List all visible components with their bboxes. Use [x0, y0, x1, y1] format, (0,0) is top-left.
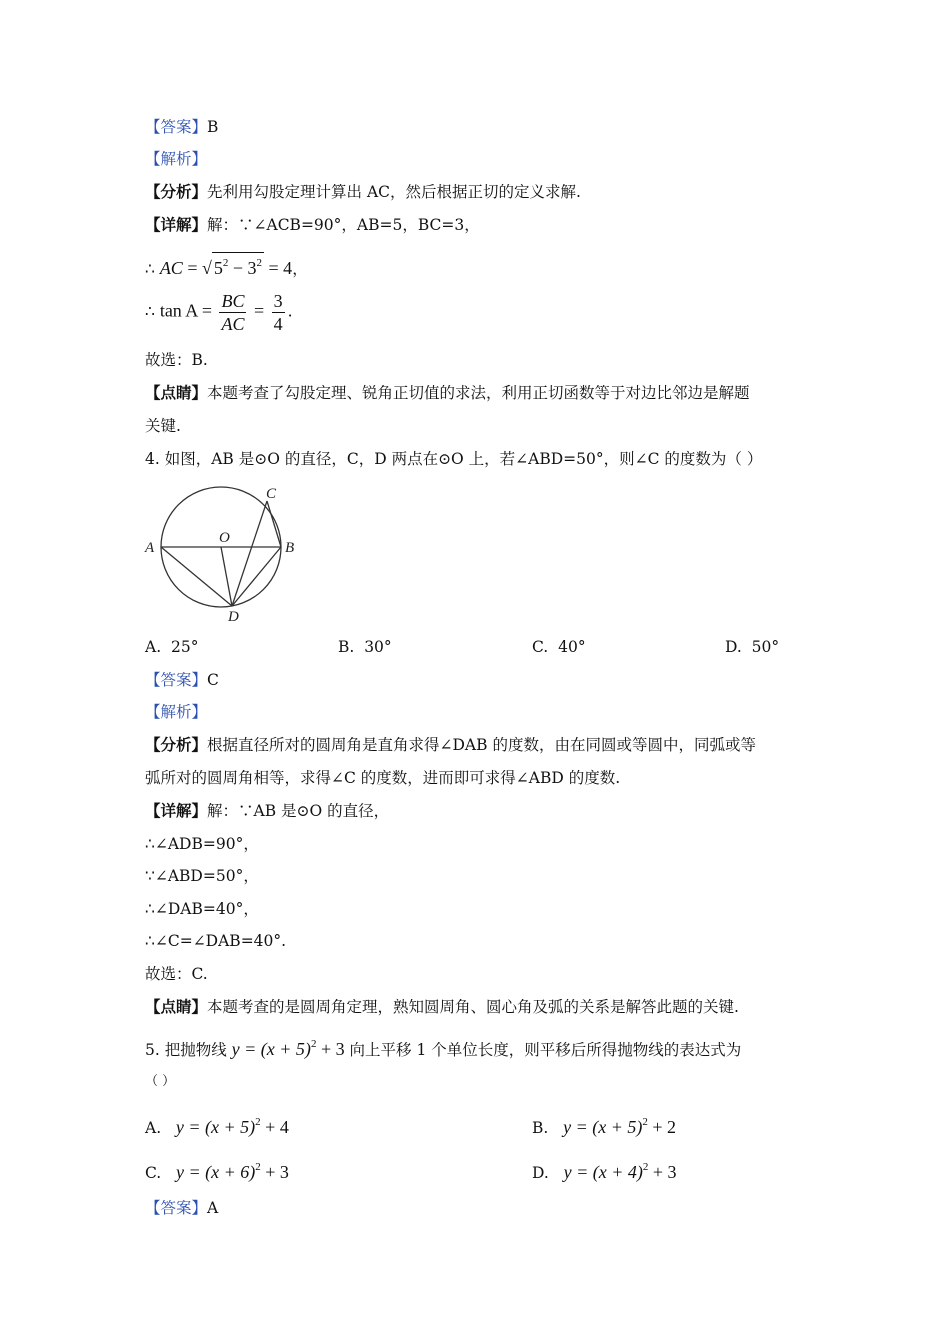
q4-step-1: ∴∠ADB=90°， — [145, 835, 259, 853]
expr-tail: + 3 — [316, 1039, 345, 1059]
detail-tag: 【详解】 — [145, 801, 208, 820]
expr-tail: + 2 — [647, 1117, 677, 1137]
q5-question — [145, 1034, 741, 1060]
fenxi-text: 根据直径所对的圆周角是直角求得∠DAB 的度数，由在同圆或等圆中，同弧或等 — [207, 736, 756, 754]
q4-option-c — [532, 637, 586, 657]
q3-analysis-line — [145, 149, 207, 169]
q3-fenxi-line — [145, 182, 581, 202]
rad-base-1: 5 — [213, 258, 223, 278]
sqrt-icon: √ — [201, 258, 212, 278]
segment-od — [221, 547, 232, 606]
expr-tail: + 4 — [260, 1117, 289, 1137]
q4-option-a — [145, 637, 198, 657]
q5-option-c — [145, 1157, 289, 1183]
q3-detail-line — [145, 215, 480, 235]
option-value: 25° — [170, 638, 199, 656]
expr-body: y = (x + 5) — [175, 1117, 256, 1137]
q5-expression — [232, 1039, 345, 1059]
option-expr — [176, 1162, 289, 1182]
answer-value: A — [207, 1199, 219, 1217]
analysis-tag: 【解析】 — [145, 703, 208, 721]
comment-text: 本题考查了勾股定理、锐角正切值的求法，利用正切函数等于对边比邻边是解题 — [207, 384, 750, 402]
answer-value: B — [207, 118, 219, 136]
frac-den: AC — [221, 314, 245, 334]
expr-exp: 2 — [255, 1161, 261, 1173]
option-letter: B. — [532, 1119, 549, 1137]
answer-value: C — [207, 671, 219, 689]
analysis-tag: 【解析】 — [145, 150, 208, 168]
option-expr — [563, 1117, 676, 1137]
expr-exp: 2 — [642, 1161, 649, 1173]
comment-tag: 【点睛】 — [145, 383, 208, 402]
label-c: C — [266, 486, 277, 502]
q4-comment-line — [145, 997, 739, 1017]
q4-step-4: ∴∠C=∠DAB=40°. — [145, 932, 287, 950]
rad-minus: − 3 — [228, 258, 257, 278]
fraction-3-4 — [272, 290, 285, 335]
q3-answer-line — [145, 117, 218, 137]
eq-sign: = — [249, 300, 269, 321]
option-value: 50° — [751, 638, 780, 656]
expr-exp: 2 — [310, 1038, 317, 1050]
fenxi-tag: 【分析】 — [145, 735, 208, 754]
frac-den: 4 — [273, 314, 283, 334]
q4-step-3: ∴∠DAB=40°， — [145, 900, 259, 918]
q5-paren: （ ） — [145, 1074, 176, 1089]
option-value: 30° — [364, 638, 392, 656]
option-letter: A. — [145, 1119, 162, 1137]
expr-tail: + 3 — [648, 1162, 677, 1182]
detail-text: 解：∵AB 是⊙O 的直径， — [207, 802, 390, 820]
answer-tag: 【答案】 — [145, 118, 208, 136]
q5-answer-line — [145, 1198, 218, 1218]
eq-lhs: AC — [159, 258, 183, 278]
q3-choose-line: 故选：B. — [145, 351, 208, 369]
fraction-bc-ac — [219, 290, 246, 335]
eq-sign: = — [182, 258, 202, 278]
label-o: O — [219, 530, 230, 546]
q4-option-b — [338, 637, 392, 657]
rad-exp-2: 2 — [256, 257, 263, 269]
eq-rhs: = 4 — [264, 258, 293, 278]
q3-comment-line-2: 关键. — [145, 417, 181, 435]
option-letter: A. — [145, 638, 162, 656]
therefore-symbol: ∴ — [145, 260, 155, 278]
answer-tag: 【答案】 — [145, 1199, 208, 1217]
label-a: A — [145, 540, 155, 556]
detail-text: 解：∵∠ACB=90°，AB=5，BC=3， — [207, 216, 480, 234]
circle-figure — [140, 480, 315, 625]
option-letter: B. — [338, 638, 355, 656]
q4-option-d — [725, 637, 779, 657]
q5-option-d — [532, 1157, 677, 1183]
q4-analysis-line — [145, 702, 207, 722]
equation-ac — [160, 258, 292, 278]
radicand — [212, 252, 264, 278]
q4-step-2: ∵∠ABD=50°， — [145, 867, 259, 885]
frac-num: 3 — [273, 291, 283, 311]
label-d: D — [228, 609, 239, 625]
q4-choose-line: 故选：C. — [145, 965, 208, 983]
expr-exp: 2 — [255, 1116, 261, 1128]
question-prefix: 5. 把抛物线 — [145, 1041, 232, 1059]
option-expr — [176, 1117, 289, 1137]
q5-option-a — [145, 1112, 289, 1138]
q4-fenxi-line-1 — [145, 735, 756, 755]
tan-lhs: tan A = — [159, 300, 217, 321]
option-letter: C. — [145, 1164, 162, 1182]
q4-answer-line — [145, 670, 219, 690]
q4-fenxi-line-2: 弧所对的圆周角相等，求得∠C 的度数，进而即可求得∠ABD 的度数. — [145, 769, 621, 787]
fenxi-tag: 【分析】 — [145, 182, 208, 201]
q4-question: 4. 如图，AB 是⊙O 的直径，C，D 两点在⊙O 上，若∠ABD=50°，则∠C 的度数为（ ） — [145, 450, 763, 468]
question-suffix: 向上平移 1 个单位长度，则平移后所得抛物线的表达式为 — [344, 1041, 742, 1059]
expr-y: y — [231, 1039, 240, 1059]
expr-body: = (x + 5) — [239, 1039, 311, 1059]
expr-body: y = (x + 4) — [563, 1162, 643, 1182]
option-expr — [564, 1162, 677, 1182]
option-letter: C. — [532, 638, 549, 656]
comment-text: 本题考查的是圆周角定理，熟知圆周角、圆心角及弧的关系是解答此题的关键. — [207, 998, 739, 1016]
comment-tag: 【点睛】 — [145, 997, 208, 1016]
segment-cb — [267, 501, 281, 547]
eq-end: ， — [292, 260, 308, 278]
frac-num: BC — [221, 291, 245, 311]
q4-detail-line — [145, 801, 389, 821]
q5-option-b — [532, 1112, 676, 1138]
option-letter: D. — [532, 1164, 549, 1182]
expr-body: y = (x + 6) — [176, 1162, 256, 1182]
detail-tag: 【详解】 — [145, 215, 208, 234]
option-value: 40° — [558, 638, 586, 656]
q3-comment-line-1 — [145, 383, 750, 403]
expr-body: y = (x + 5) — [563, 1117, 643, 1137]
fenxi-text: 先利用勾股定理计算出 AC，然后根据正切的定义求解. — [207, 183, 581, 201]
therefore-symbol: ∴ — [145, 302, 155, 321]
segment-ad — [161, 547, 232, 606]
answer-tag: 【答案】 — [145, 671, 208, 689]
eq-end: . — [287, 302, 293, 321]
rad-exp-1: 2 — [222, 257, 229, 269]
label-b: B — [285, 540, 295, 556]
q3-equation-1 — [145, 252, 308, 279]
expr-exp: 2 — [642, 1116, 648, 1128]
expr-tail: + 3 — [260, 1162, 289, 1182]
option-letter: D. — [725, 638, 742, 656]
q3-equation-2 — [145, 290, 293, 335]
